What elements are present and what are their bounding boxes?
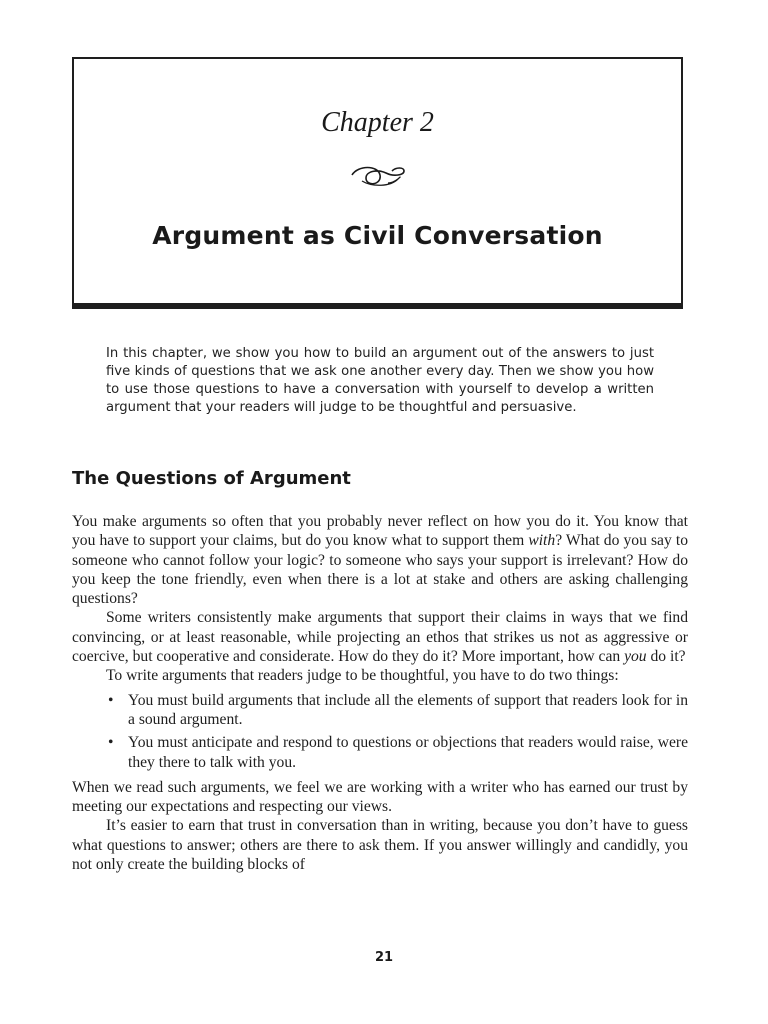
paragraph-1-text-a: You make arguments so often that you probably never reflect on how you do it. You know that you have to support your claims, but do you know what to support them [72, 513, 688, 550]
bullet-item [72, 733, 688, 772]
chapter-title-box [72, 57, 683, 307]
paragraph-1-emphasis: with [528, 532, 556, 550]
paragraph-2-text-a: Some writers consistently make arguments that support their claims in ways that we find convincing, or at least reasonable, while projecting an ethos that strikes us not as aggressive or coercive, but cooperative and considerate. How do they do it? More important, how can [72, 609, 688, 666]
paragraph-5: It’s easier to earn that trust in conversation than in writing, because you don’t have to guess what questions to answer; others are there to ask them. If you answer willingly and candidly, you not only create the building blocks of [72, 817, 688, 874]
chapter-title: Argument as Civil Conversation [152, 221, 603, 250]
paragraph-1 [72, 512, 688, 608]
bullet-list [72, 691, 688, 772]
bullet-icon: • [108, 691, 114, 709]
chapter-intro: In this chapter, we show you how to build an argument out of the answers to just five kinds of questions that we ask one another every day. Then we show you how to use those questions to have a conversation with yourself to develop a written argument that your readers will judge to be thoughtful and persuasive. [106, 346, 654, 415]
flourish-icon [348, 161, 408, 191]
bullet-item [72, 691, 688, 730]
paragraph-3: To write arguments that readers judge to be thoughtful, you have to do two things: [106, 667, 619, 685]
body-text [72, 512, 688, 874]
bullet-icon: • [108, 734, 114, 752]
bullet-item-text: You must build arguments that include all the elements of support that readers look for in a sound argument. [128, 691, 688, 728]
paragraph-4: When we read such arguments, we feel we are working with a writer who has earned our trust by meeting our expectations and respecting our views. [72, 778, 688, 816]
bullet-item-text: You must anticipate and respond to questions or objections that readers would raise, were they there to talk with you. [128, 734, 688, 771]
paragraph-2-emphasis: you [624, 648, 647, 666]
page-number: 21 [374, 950, 394, 965]
paragraph-1-text-b: ? What do you say to someone who cannot follow your logic? to someone who says your support is irrelevant? How do you keep the tone friendly, even when there is a lot at stake and others are asking challenging questions? [72, 532, 688, 608]
section-heading: The Questions of Argument [72, 468, 351, 489]
paragraph-2-text-b: do it? [646, 648, 686, 666]
chapter-label: Chapter 2 [321, 107, 434, 138]
paragraph-2 [72, 608, 688, 666]
